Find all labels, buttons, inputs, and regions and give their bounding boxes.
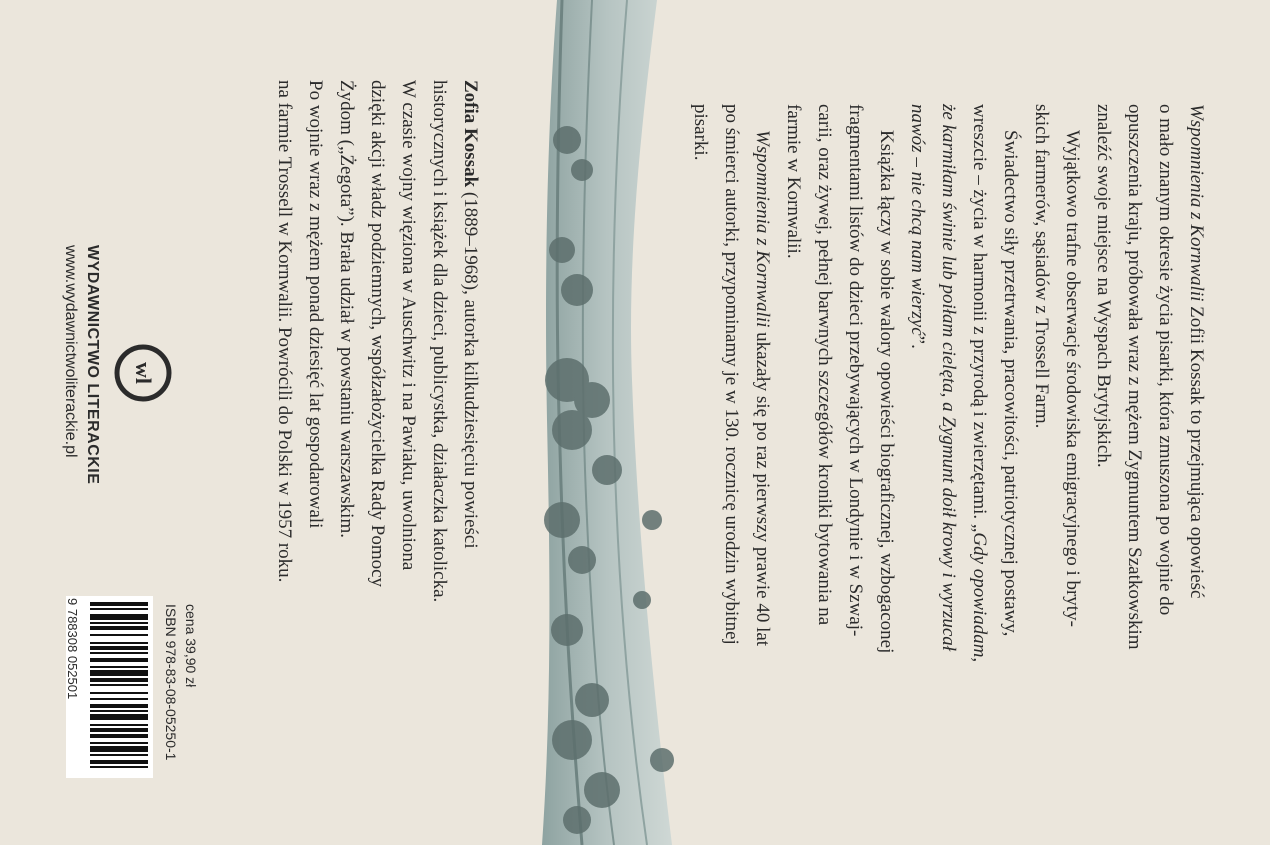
description-text: znaleźć swoje miejsce na Wyspach Brytyjskich. bbox=[1093, 104, 1114, 468]
bio-text: dzięki akcji władz podziemnych, współzałożycielka Rady Pomocy bbox=[367, 80, 388, 588]
barcode-bar bbox=[90, 642, 148, 644]
bio-text: Żydom („Żegota”). Brała udział w powstaniu warszawskim. bbox=[336, 80, 357, 538]
quote-italic: że karmiłam świnie lub poiłam cielęta, a Zygmunt doił krowy i wyrzucał bbox=[938, 104, 959, 652]
barcode-bar bbox=[90, 692, 148, 694]
barcode-bar bbox=[90, 746, 148, 752]
description-text: skich farmerów, sąsiadów z Trossell Farm. bbox=[1031, 104, 1052, 429]
barcode-bar bbox=[90, 724, 148, 726]
book-description bbox=[685, 104, 1212, 744]
barcode-bar bbox=[90, 728, 148, 732]
barcode-bar bbox=[90, 646, 148, 650]
barcode-bar bbox=[90, 678, 148, 682]
description-text: po śmierci autorki, przypominamy je w 130. rocznicę urodzin wybitnej bbox=[721, 104, 742, 645]
description-text: opuszczenia kraju, próbowała wraz z mężem Zygmuntem Szatkowskim bbox=[1124, 104, 1145, 650]
barcode-bar bbox=[90, 734, 148, 738]
barcode-bar bbox=[90, 760, 148, 764]
barcode-bar bbox=[90, 714, 148, 720]
barcode-bar bbox=[90, 710, 148, 712]
description-text: wreszcie – życia w harmonii z przyrodą i zwierzętami. „ bbox=[969, 104, 990, 533]
bio-text: (1889–1968), autorka kilkudziesięciu powieści bbox=[460, 187, 481, 549]
description-text: fragmentami listów do dzieci przebywających w Londynie i w Szwaj- bbox=[845, 104, 866, 637]
barcode-bar bbox=[90, 634, 148, 636]
description-text: Książka łączy w sobie walory opowieści biograficznej, wzbogaconej bbox=[876, 130, 897, 654]
barcode-bar bbox=[90, 622, 148, 624]
price-isbn bbox=[161, 604, 201, 760]
barcode-digits: 9 788308 052501 bbox=[65, 598, 80, 700]
description-text: o mało znanym okresie życia pisarki, która zmuszona po wojnie do bbox=[1155, 104, 1176, 616]
description-text: ukazały się po raz pierwszy prawie 40 lat bbox=[752, 327, 773, 647]
description-text: Wyjątkowo trafne obserwacje środowiska emigracyjnego i bryty- bbox=[1062, 130, 1083, 627]
title-italic: Wspomnienia z Kornwalii bbox=[752, 130, 773, 328]
description-text: pisarki. bbox=[690, 104, 711, 161]
barcode-bar bbox=[90, 652, 148, 654]
barcode-bar bbox=[90, 684, 148, 686]
barcode-bar bbox=[90, 666, 148, 668]
publisher-name: WYDAWNICTWO LITERACKIE bbox=[84, 245, 101, 485]
description-text: Świadectwo siły przetrwania, pracowitości, patriotycznej postawy, bbox=[1000, 130, 1021, 637]
bio-text: Po wojnie wraz z mężem ponad dziesięć lat gospodarowali bbox=[305, 80, 326, 529]
barcode-bar bbox=[90, 742, 148, 744]
barcode-bar bbox=[90, 698, 148, 700]
barcode-bar bbox=[90, 608, 148, 610]
description-text: farmie w Kornwalii. bbox=[783, 104, 804, 259]
bio-text: na farmie Trossell w Kornwalii. Powrócili do Polski w 1957 roku. bbox=[274, 80, 295, 583]
publisher-url: www.wydawnictwoliterackie.pl bbox=[62, 245, 79, 458]
description-text: carii, oraz żywej, pełnej barwnych szczegółów kroniki bytowania na bbox=[814, 104, 835, 626]
description-text: Zofii Kossak to przejmująca opowieść bbox=[1186, 301, 1207, 599]
author-name: Zofia Kossak bbox=[460, 80, 481, 188]
publisher-logo-icon bbox=[114, 344, 172, 402]
logo-letters: wl bbox=[131, 362, 156, 384]
publisher-info bbox=[59, 245, 103, 484]
bio-text: W czasie wojny więziona w Auschwitz i na Pawiaku, uwolniona bbox=[398, 80, 419, 571]
description-text: ”. bbox=[907, 335, 928, 349]
barcode-bar bbox=[90, 658, 148, 662]
bio-text: historycznych i książek dla dzieci, publicystka, działaczka katolicka. bbox=[429, 80, 450, 603]
barcode-bar bbox=[90, 766, 148, 768]
barcode-bar bbox=[90, 626, 148, 630]
barcode-bar bbox=[90, 704, 148, 708]
title-italic: Wspomnienia z Kornwalii bbox=[1186, 104, 1207, 302]
barcode-bar bbox=[90, 754, 148, 756]
price-text: cena 39,90 zł bbox=[183, 604, 199, 688]
barcode-bar bbox=[90, 670, 148, 676]
barcode-bar bbox=[90, 614, 148, 620]
quote-italic: nawóz – nie chcą nam wierzyć bbox=[907, 104, 928, 336]
quote-italic: Gdy opowiadam, bbox=[969, 532, 990, 663]
author-bio bbox=[269, 80, 486, 720]
isbn-text: ISBN 978-83-08-05250-1 bbox=[163, 604, 179, 761]
barcode-bar bbox=[90, 602, 148, 606]
landscape-photo bbox=[522, 0, 692, 845]
